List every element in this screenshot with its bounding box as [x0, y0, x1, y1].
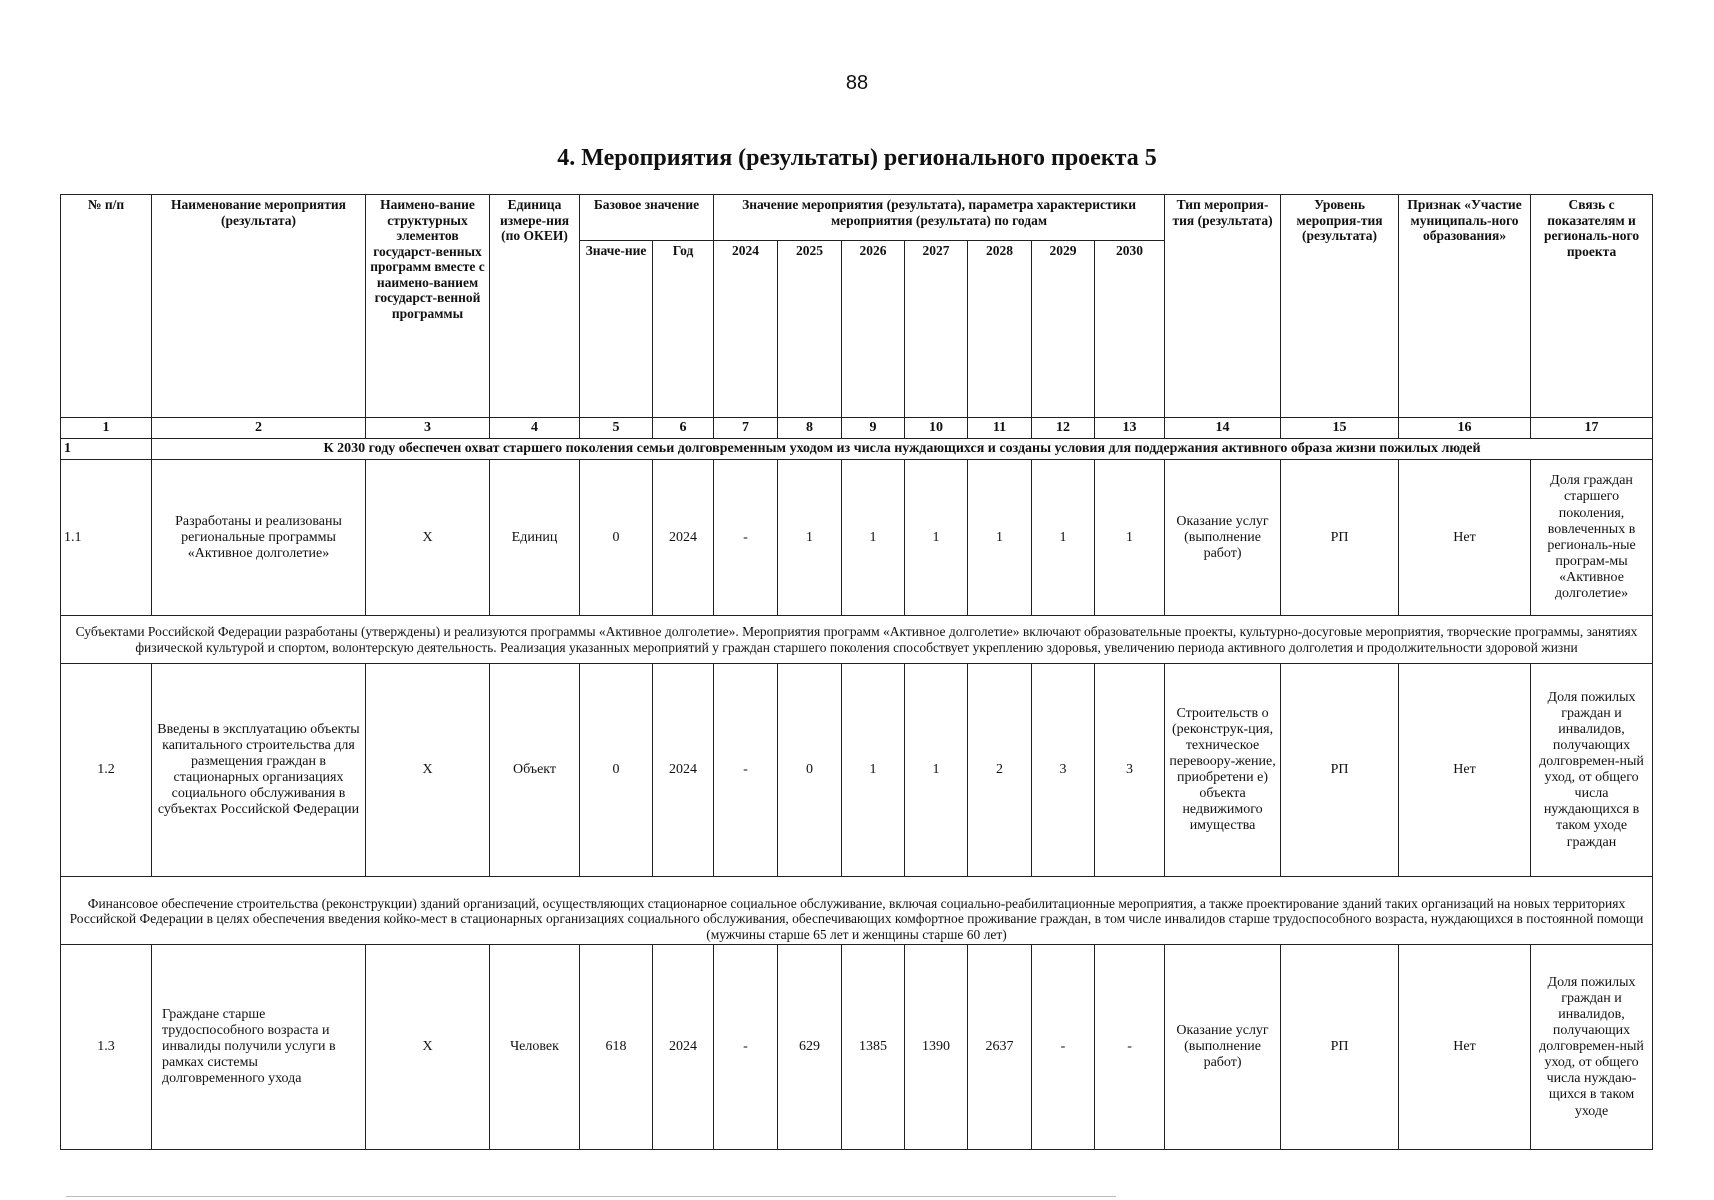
row-link: Доля граждан старшего поколения, вовлеченных в региональ-ные програм-мы «Активное долголетие» — [1531, 460, 1653, 616]
table-row — [61, 945, 1653, 1150]
header-values: Значение мероприятия (результата), параметра характеристики мероприятия (результата) по годам — [714, 195, 1165, 241]
header-base-value: Значе-ние — [580, 241, 653, 418]
row-name: Введены в эксплуатацию объекты капитального строительства для размещения граждан в стационарных организациях социального обслуживания в субъектах Российской Федерации — [152, 664, 366, 877]
row-base-year: 2024 — [653, 460, 714, 616]
row-structural: Х — [366, 664, 490, 877]
row-base-value: 618 — [580, 945, 653, 1150]
table-row — [61, 460, 1653, 616]
row-unit: Единиц — [490, 460, 580, 616]
row-value-2030: - — [1095, 945, 1165, 1150]
column-number: 16 — [1399, 418, 1531, 439]
header-year: 2024 — [714, 241, 778, 418]
row-value-2029: 3 — [1032, 664, 1095, 877]
row-link: Доля пожилых граждан и инвалидов, получающих долговремен-ный уход, от общего числа нуждающихся в таком уходе граждан — [1531, 664, 1653, 877]
column-number: 10 — [905, 418, 968, 439]
header-year: 2026 — [842, 241, 905, 418]
row-value-2025: 629 — [778, 945, 842, 1150]
header-link: Связь с показателям и региональ-ного проекта — [1531, 195, 1653, 418]
column-number: 14 — [1165, 418, 1281, 439]
row-base-year: 2024 — [653, 945, 714, 1150]
header-base-year: Год — [653, 241, 714, 418]
row-value-2029: - — [1032, 945, 1095, 1150]
page-title: 4. Мероприятия (результаты) регионального проекта 5 — [557, 145, 1157, 171]
row-name: Разработаны и реализованы региональные программы «Активное долголетие» — [152, 460, 366, 616]
column-number: 3 — [366, 418, 490, 439]
row-name: Граждане старше трудоспособного возраста и инвалиды получили услуги в рамках системы долговременного ухода — [152, 945, 366, 1150]
row-unit: Человек — [490, 945, 580, 1150]
row-municipal: Нет — [1399, 945, 1531, 1150]
note-row — [61, 616, 1653, 664]
row-value-2028: 2 — [968, 664, 1032, 877]
row-base-year: 2024 — [653, 664, 714, 877]
row-note: Финансовое обеспечение строительства (реконструкции) зданий организаций, осуществляющих стационарное социальное обслуживание, включая социально-реабилитационные мероприятия, а также проектирование зданий таких организаций на новых территориях Российской Федерации в целях обеспечения введения койко-мест в стационарных организациях социального обслуживания, обеспечивающих комфортное проживание граждан, в том числе инвалидов старше трудоспособного возраста, нуждающихся в постоянной помощи (мужчины старше 65 лет и женщины старше 60 лет) — [61, 877, 1653, 945]
row-level: РП — [1281, 945, 1399, 1150]
row-structural: Х — [366, 460, 490, 616]
column-number: 8 — [778, 418, 842, 439]
row-value-2028: 2637 — [968, 945, 1032, 1150]
row-unit: Объект — [490, 664, 580, 877]
row-level: РП — [1281, 664, 1399, 877]
header-year: 2028 — [968, 241, 1032, 418]
column-number: 6 — [653, 418, 714, 439]
header-year: 2029 — [1032, 241, 1095, 418]
row-value-2027: 1 — [905, 664, 968, 877]
header-year: 2030 — [1095, 241, 1165, 418]
row-type: Оказание услуг (выполнение работ) — [1165, 945, 1281, 1150]
table-row — [61, 664, 1653, 877]
row-value-2026: 1385 — [842, 945, 905, 1150]
header-structural: Наимено-вание структурных элементов государст-венных программ вместе с наимено-ванием государст-венной программы — [366, 195, 490, 418]
column-number: 13 — [1095, 418, 1165, 439]
row-value-2024: - — [714, 664, 778, 877]
goal-text: К 2030 году обеспечен охват старшего поколения семьи долговременным уходом из числа нуждающихся и созданы условия для поддержания активного образа жизни пожилых людей — [152, 439, 1653, 460]
row-link: Доля пожилых граждан и инвалидов, получающих долговремен-ный уход, от общего числа нуждаю-щихся в таком уходе — [1531, 945, 1653, 1150]
header-municipal: Признак «Участие муниципаль-ного образования» — [1399, 195, 1531, 418]
row-value-2030: 1 — [1095, 460, 1165, 616]
row-municipal: Нет — [1399, 460, 1531, 616]
row-note: Субъектами Российской Федерации разработаны (утверждены) и реализуются программы «Активное долголетие». Мероприятия программ «Активное долголетие» включают образовательные проекты, культурно-досуговые мероприятия, творческие программы, занятиях физической культурой и спортом, волонтерскую деятельность. Реализация указанных мероприятий у граждан старшего поколения способствует укреплению здоровья, увеличению периода активного долголетия и продолжительности здоровой жизни — [61, 616, 1653, 664]
row-value-2025: 0 — [778, 664, 842, 877]
row-number: 1.2 — [61, 664, 152, 877]
row-value-2029: 1 — [1032, 460, 1095, 616]
header-level: Уровень мероприя-тия (результата) — [1281, 195, 1399, 418]
row-value-2026: 1 — [842, 664, 905, 877]
row-value-2024: - — [714, 945, 778, 1150]
row-base-value: 0 — [580, 664, 653, 877]
column-number: 5 — [580, 418, 653, 439]
column-number: 4 — [490, 418, 580, 439]
row-value-2024: - — [714, 460, 778, 616]
row-base-value: 0 — [580, 460, 653, 616]
header-unit: Единица измере-ния (по ОКЕИ) — [490, 195, 580, 418]
row-value-2026: 1 — [842, 460, 905, 616]
row-value-2028: 1 — [968, 460, 1032, 616]
header-num: № п/п — [61, 195, 152, 418]
column-number: 9 — [842, 418, 905, 439]
column-number: 12 — [1032, 418, 1095, 439]
row-municipal: Нет — [1399, 664, 1531, 877]
row-value-2027: 1 — [905, 460, 968, 616]
row-value-2030: 3 — [1095, 664, 1165, 877]
row-number: 1.3 — [61, 945, 152, 1150]
column-number: 1 — [61, 418, 152, 439]
row-value-2027: 1390 — [905, 945, 968, 1150]
row-value-2025: 1 — [778, 460, 842, 616]
column-number: 7 — [714, 418, 778, 439]
goal-row — [61, 439, 1653, 460]
goal-number: 1 — [61, 439, 152, 460]
column-number: 2 — [152, 418, 366, 439]
header-type: Тип мероприя-тия (результата) — [1165, 195, 1281, 418]
column-number: 17 — [1531, 418, 1653, 439]
column-number: 11 — [968, 418, 1032, 439]
events-table — [60, 194, 1653, 1150]
header-name: Наименование мероприятия (результата) — [152, 195, 366, 418]
row-type: Оказание услуг (выполнение работ) — [1165, 460, 1281, 616]
note-row — [61, 877, 1653, 945]
header-year: 2027 — [905, 241, 968, 418]
header-year: 2025 — [778, 241, 842, 418]
row-number: 1.1 — [61, 460, 152, 616]
bottom-divider — [66, 1196, 1116, 1197]
column-number: 15 — [1281, 418, 1399, 439]
row-level: РП — [1281, 460, 1399, 616]
header-base: Базовое значение — [580, 195, 714, 241]
row-type: Строительств о (реконструк-ция, техническое перевоору-жение, приобретени е) объекта недвижимого имущества — [1165, 664, 1281, 877]
row-structural: Х — [366, 945, 490, 1150]
page-number: 88 — [845, 72, 869, 94]
